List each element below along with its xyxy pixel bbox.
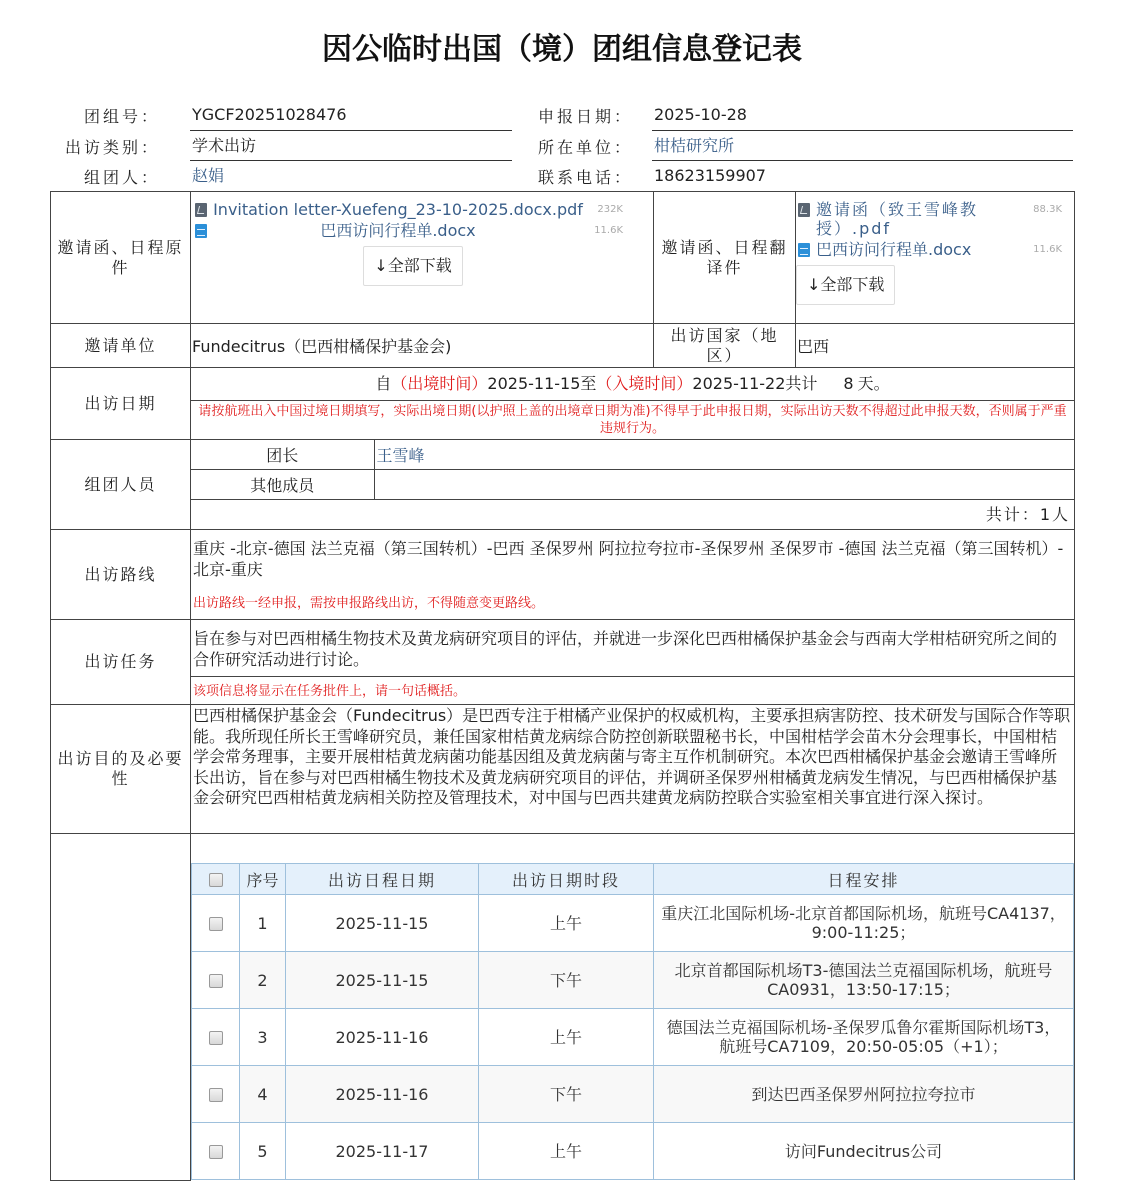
row-no: 2 — [240, 952, 286, 1009]
phone-label: 联系电话： — [538, 168, 634, 187]
row-no: 4 — [240, 1066, 286, 1123]
row-date: 2025-11-16 — [286, 1009, 479, 1066]
schedule-spacer — [191, 834, 1074, 863]
docx-icon — [195, 224, 207, 238]
file-item[interactable] — [796, 240, 1062, 259]
task-row — [51, 620, 1075, 705]
file-name[interactable]: Invitation letter-Xuefeng_23-10-2025.docx.pdf — [213, 200, 583, 219]
file-size: 11.6K — [1033, 244, 1062, 255]
dates-notice: 请按航班出入中国过境日期填写，实际出境日期(以护照上盖的出境章日期为准)不得早于此申报日期，实际出访天数不得超过此申报天数，否则属于严重违规行为。 — [198, 404, 1067, 436]
divider — [190, 160, 512, 161]
inviter-label: 邀请单位 — [51, 324, 191, 368]
row-period: 下午 — [479, 1066, 654, 1123]
page-title: 因公临时出国（境）团组信息登记表 — [322, 32, 802, 67]
download-all-button[interactable]: ↓全部下载 — [363, 246, 462, 286]
row-no: 5 — [240, 1123, 286, 1180]
row-plan: 德国法兰克福国际机场-圣保罗瓜鲁尔霍斯国际机场T3，航班号CA7109，20:50-05:05（+1）； — [654, 1009, 1074, 1066]
file-name[interactable]: 巴西访问行程单.docx — [320, 221, 476, 240]
originals-files — [191, 192, 654, 324]
pdf-icon — [195, 203, 207, 217]
divider — [190, 130, 512, 131]
translations-files — [796, 192, 1075, 324]
members-total: 共计：1人 — [985, 505, 1070, 525]
route-row — [51, 530, 1075, 620]
to-word: 至 — [580, 374, 597, 393]
row-period: 下午 — [479, 952, 654, 1009]
members-row — [51, 440, 1075, 530]
schedule-cell — [191, 834, 1075, 1181]
report-date-value: 2025-10-28 — [654, 105, 747, 124]
country-label: 出访国家（地区） — [654, 324, 796, 368]
translations-label: 邀请函、日程翻译件 — [654, 192, 796, 324]
divider — [652, 130, 1073, 131]
schedule-row-item — [192, 1123, 1074, 1180]
task-value: 旨在参与对巴西柑橘生物技术及黄龙病研究项目的评估，并就进一步深化巴西柑橘保护基金会与西南大学柑桔研究所之间的合作研究活动进行讨论。 — [191, 620, 1074, 677]
row-plan: 重庆江北国际机场-北京首都国际机场，航班号CA4137，9:00-11:25； — [654, 895, 1074, 952]
visit-type-label: 出访类别： — [64, 138, 160, 157]
country-value: 巴西 — [796, 324, 1075, 368]
others-value[interactable] — [374, 469, 1074, 499]
row-date: 2025-11-16 — [286, 1066, 479, 1123]
schedule-row-item — [192, 895, 1074, 952]
select-all-checkbox[interactable] — [209, 873, 223, 887]
row-plan: 到达巴西圣保罗州阿拉拉夸拉市 — [654, 1066, 1074, 1123]
members-cell — [191, 440, 1075, 530]
row-plan: 访问Fundecitrus公司 — [654, 1123, 1074, 1180]
route-label: 出访路线 — [51, 530, 191, 620]
route-value: 重庆 -北京-德国 法兰克福（第三国转机）-巴西 圣保罗州 阿拉拉夸拉市-圣保罗州 圣保罗市 -德国 法兰克福（第三国转机）-北京-重庆 — [193, 539, 1064, 579]
file-size: 232K — [597, 204, 623, 215]
organizer-label: 组团人： — [83, 168, 160, 187]
row-plan: 北京首都国际机场T3-德国法兰克福国际机场，航班号CA0931，13:50-17:15； — [654, 952, 1074, 1009]
col-plan: 日程安排 — [654, 864, 1074, 895]
row-checkbox[interactable] — [209, 1088, 223, 1102]
row-date: 2025-11-15 — [286, 895, 479, 952]
attachments-row — [51, 192, 1075, 324]
purpose-label: 出访目的及必要性 — [51, 705, 191, 834]
schedule-header — [192, 864, 1074, 895]
task-notice: 该项信息将显示在任务批件上，请一句话概括。 — [193, 684, 467, 699]
row-checkbox[interactable] — [209, 974, 223, 988]
purpose-row — [51, 705, 1075, 834]
phone-value: 18623159907 — [654, 166, 766, 185]
file-item[interactable] — [796, 200, 1062, 238]
file-size: 11.6K — [594, 225, 623, 236]
entry-date: 2025-11-22 — [692, 374, 786, 393]
file-size: 88.3K — [1033, 204, 1062, 215]
others-label: 其他成员 — [191, 469, 374, 499]
row-period: 上午 — [479, 1123, 654, 1180]
route-notice: 出访路线一经申报，需按申报路线出访，不得随意变更路线。 — [193, 596, 545, 611]
schedule-row-item — [192, 1066, 1074, 1123]
unit-value: 柑桔研究所 — [654, 136, 735, 155]
entry-label: （入境时间） — [596, 374, 693, 393]
from-prefix: 自 — [375, 374, 392, 393]
exit-label: （出境时间） — [391, 374, 488, 393]
file-item[interactable] — [193, 200, 623, 219]
col-period: 出访日期时段 — [479, 864, 654, 895]
docx-icon — [798, 243, 810, 257]
inviter-value: Fundecitrus（巴西柑橘保护基金会) — [191, 324, 654, 368]
date-range — [191, 368, 1074, 401]
route-cell — [191, 530, 1075, 620]
pdf-icon — [798, 203, 810, 217]
schedule-row-item — [192, 1009, 1074, 1066]
row-period: 上午 — [479, 1009, 654, 1066]
row-date: 2025-11-15 — [286, 952, 479, 1009]
group-no-label: 团组号： — [83, 107, 160, 126]
exit-date: 2025-11-15 — [487, 374, 581, 393]
group-no-value: YGCF20251028476 — [192, 105, 347, 124]
row-no: 1 — [240, 895, 286, 952]
leader-label: 团长 — [191, 440, 374, 469]
task-cell — [191, 620, 1075, 705]
dates-label: 出访日期 — [51, 368, 191, 440]
row-checkbox[interactable] — [209, 1031, 223, 1045]
col-date: 出访日程日期 — [286, 864, 479, 895]
purpose-cell — [191, 705, 1075, 834]
schedule-table — [191, 863, 1074, 1180]
schedule-row-item — [192, 952, 1074, 1009]
row-checkbox[interactable] — [209, 917, 223, 931]
schedule-row — [51, 834, 1075, 1181]
purpose-value: 巴西柑橘保护基金会（Fundecitrus）是巴西专注于柑橘产业保护的权威机构，主要承担病害防控、技术研发与国际合作等职能。我所现任所长王雪峰研究员，兼任国家柑桔黄龙病综合防控创新联盟秘书长，中国柑桔学会苗木分会理事长，中国柑桔学会常务理事，主要开展柑桔黄龙病菌功能基因组及黄龙病菌与寄主互作机制研究。本次巴西柑橘保护基金会邀请王雪峰所长出访，旨在参与对巴西柑橘生物技术及黄龙病研究项目的评估，并调研圣保罗州柑橘黄龙病发生情况，与巴西柑橘保护基金会研究巴西柑桔黄龙病相关防控及管理技术，对中国与巴西共建黄龙病防控联合实验室相关事宜进行深入探讨。 — [193, 706, 1071, 807]
registration-table — [50, 191, 1075, 1181]
task-label: 出访任务 — [51, 620, 191, 705]
dates-cell — [191, 368, 1075, 440]
schedule-label-cell — [51, 834, 191, 1181]
total-prefix: 共计 — [785, 374, 818, 393]
originals-label: 邀请函、日程原件 — [51, 192, 191, 324]
file-item[interactable] — [193, 221, 623, 240]
members-table — [191, 440, 1074, 528]
file-name[interactable]: 邀请函（致王雪峰教授）.pdf — [816, 200, 979, 238]
download-all-button[interactable]: ↓全部下载 — [796, 265, 895, 305]
days-suffix: 天。 — [857, 374, 890, 393]
inviter-row — [51, 324, 1075, 368]
row-date: 2025-11-17 — [286, 1123, 479, 1180]
organizer-value: 赵娟 — [192, 166, 225, 185]
row-no: 3 — [240, 1009, 286, 1066]
leader-value: 王雪峰 — [374, 440, 1074, 469]
visit-type-value: 学术出访 — [192, 136, 257, 155]
file-name[interactable]: 巴西访问行程单.docx — [816, 240, 972, 259]
col-no: 序号 — [240, 864, 286, 895]
days-count: 8 — [843, 374, 854, 393]
select-all-cell — [192, 864, 240, 895]
divider — [652, 160, 1073, 161]
dates-row — [51, 368, 1075, 440]
members-label: 组团人员 — [51, 440, 191, 530]
report-date-label: 申报日期： — [538, 107, 634, 126]
row-period: 上午 — [479, 895, 654, 952]
unit-label: 所在单位： — [538, 138, 634, 157]
